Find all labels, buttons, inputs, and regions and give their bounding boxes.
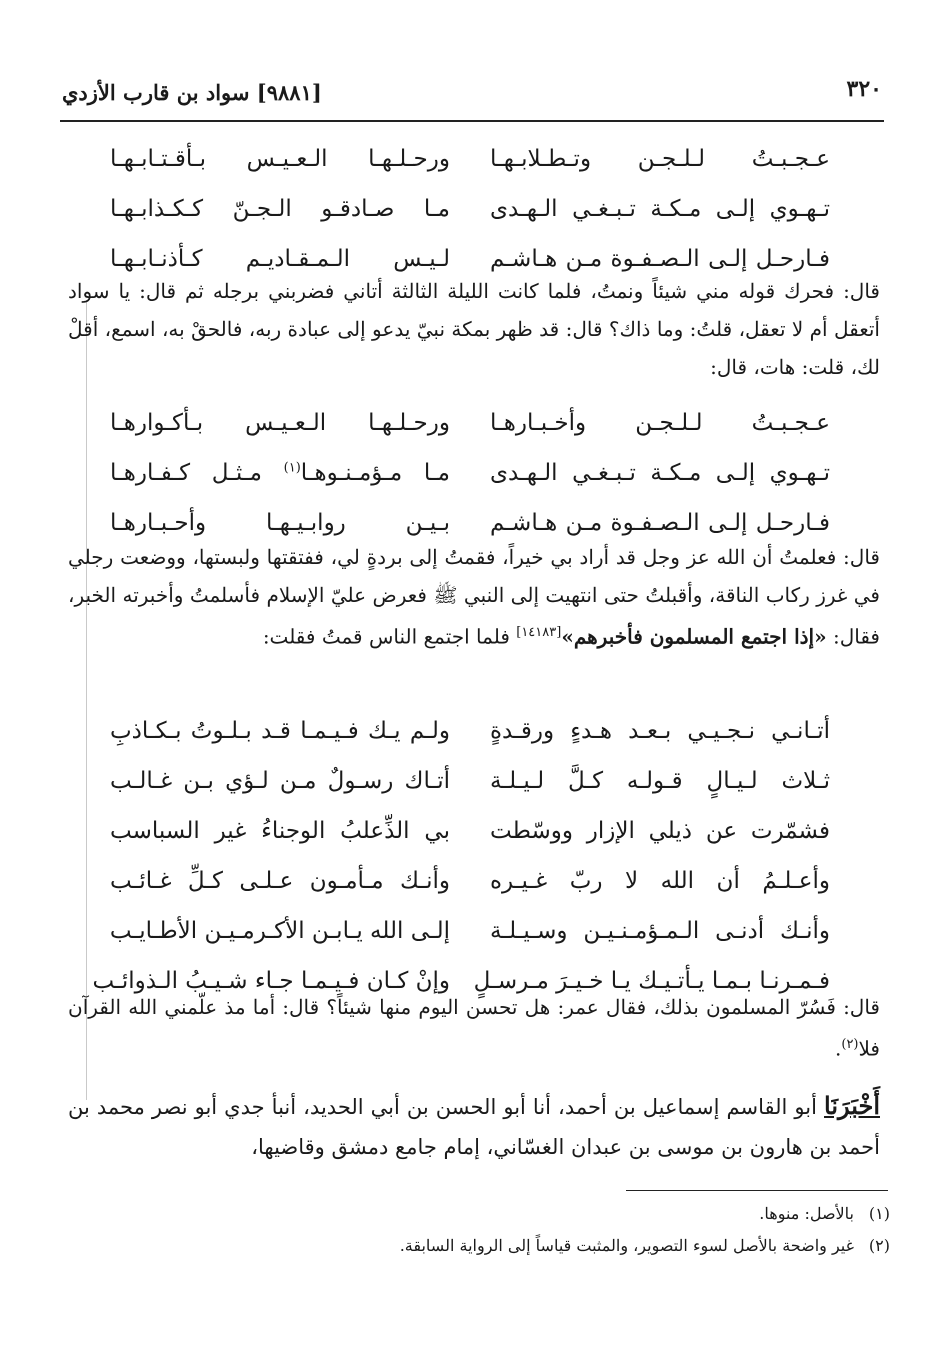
isnad-lead-word: أَخْبَرَنَا (824, 1091, 880, 1120)
footnote-text: بالأصل: منوها. (759, 1204, 854, 1223)
verse-second-hemistich: بي الذِّعلبُ الوجناءُ غير السباسب (110, 818, 450, 844)
verse-second-hemistich: ورحـلـهـا الـعـيـس بـأقـتـابـهـا (110, 146, 450, 172)
hadith-quote: «إذا اجتمع المسلمون فأخبرهم» (561, 624, 827, 649)
paragraph-text: فلما اجتمع الناس قمتُ فقلت: (262, 624, 517, 649)
verse-second-hemistich: وأنـك مـأمـون عـلـى كـلِّ غـائـب (110, 868, 450, 894)
verse-first-hemistich: تـهـوي إلـى مـكـة تـبـغـي الـهـدى (490, 460, 830, 486)
verse-first-hemistich: وأعـلـمُ أن الله لا ربّ غـيـره (490, 868, 830, 894)
verse-second-hemistich: ولـم يـك فـيـمـا قـد بـلـوتُ بـكـاذبِ (110, 718, 450, 744)
footnote-marker: (٢) (841, 1037, 859, 1052)
verse-first-hemistich: ثـلاث لـيـالٍ قـولـه كـلَّ لـيـلـة (490, 768, 830, 794)
verse-first-hemistich: وأنـك أدنـى الـمـؤمـنـيـن وسـيـلـة (490, 918, 830, 944)
verse (110, 868, 830, 918)
verse (110, 918, 830, 968)
verse-text: بـيـن روابـيـهـا وأحـبـارهـا (110, 510, 450, 536)
verse (110, 460, 830, 510)
paragraph-4 (68, 1086, 880, 1167)
verse (110, 146, 830, 196)
verse-second-hemistich: وإنْ كـان فـيـمـا جـاء شـيـبُ الـذوائـب (92, 968, 450, 994)
paragraph-text: قال: فَسُرّ المسلمون بذلك، فقال عمر: هل تحسن اليوم منها شيئاً؟ قال: أما مذ علّمني الله القرآن فلا (68, 995, 880, 1061)
poem-3 (92, 718, 830, 1018)
footnote-rule (626, 1190, 888, 1191)
verse-second-hemistich (110, 510, 450, 536)
verse-first-hemistich: فـمـرنـا بـمـا يـأتـيـك يـا خـيـرَ مـرسـلٍ (473, 968, 830, 994)
footnote-marker: (١) (283, 460, 301, 476)
hadith-reference: [١٤١٨٣] (516, 625, 562, 640)
footnote (300, 1230, 890, 1262)
verse-second-hemistich: أتـاك رسـولٌ مـن لـؤي بـن غـالـب (110, 768, 450, 794)
paragraph-text: قال: فعلمتُ أن الله عز وجل قد أراد بي خيراً، فقمتُ إلى بردةٍ لي، ففتقتها ولبستها، ووضعت رجلي في غرز ركاب الناقة، وأقبلتُ حتى انتهيت إلى النبي ﷺ فعرض عليّ الإسلام فأسلمتُ وأخبرته الخبر، فقال: (68, 545, 880, 649)
verse-second-hemistich (110, 460, 450, 486)
verse-text: ورحـلـهـا الـعـيـس بـأكـوارهـا (110, 410, 450, 436)
verse-first-hemistich: أتـانـي نـجـيـي بـعـد هـدءٍ ورقـدةٍ (490, 718, 830, 744)
verse-first-hemistich: تـهـوي إلـى مـكـة تـبـغـي الـهـدى (490, 196, 830, 222)
verse-first-hemistich: فـارحـل إلـى الـصـفـوة مـن هـاشـم (490, 510, 830, 536)
paragraph-1: قال: فحرك قوله مني شيئاً ونمتُ، فلما كانت الليلة الثالثة أتاني فضربني برجله ثم قال: يا سواد أتعقل أم لا تعقل، قلتُ: وما ذاك؟ قال: قد ظهر بمكة نبيّ يدعو إلى عبادة ربه، فالحقْ به، اسمع، أقلْ لك، قلت: هات، قال: (68, 279, 880, 379)
footnote-number: (٢) (868, 1236, 890, 1255)
verse-first-hemistich: عـجـبـتُ لـلـجـن وتـطـلابـهـا (490, 146, 830, 172)
paragraph-3 (68, 988, 880, 1068)
verse-first-hemistich: فشمّرت عن ذيلي الإزار ووسّطت (490, 818, 830, 844)
verse-first-hemistich: فـارحـل إلـى الـصـفـوة مـن هـاشـم (490, 246, 830, 272)
verse-second-hemistich: إلـى الله يـابـن الأكـرمـيـن الأطـايـب (109, 918, 450, 944)
paragraph-2 (68, 538, 880, 656)
paragraph-end: . (835, 1036, 842, 1061)
verse-text: مـثـل كـفـارهـا (110, 460, 284, 486)
verse-first-hemistich: عـجـبـتُ لـلـجـن وأخـبـارهـا (490, 410, 830, 436)
verse-second-hemistich: لـيـس الـمـقـاديـم كـأذنـابـهـا (110, 246, 450, 272)
page-header (62, 74, 882, 114)
paragraph-text: أبو القاسم إسماعيل بن أحمد، أنا أبو الحسن بن أبي الحديد، أنبأ جدي أبو نصر محمد بن أحمد بن هارون بن موسى بن عبدان الغسّاني، إمام جامع دمشق وقاضيها، (68, 1095, 880, 1159)
footnotes (300, 1198, 890, 1262)
verse (110, 818, 830, 868)
footnote-text: غير واضحة بالأصل لسوء التصوير، والمثبت قياساً إلى الرواية السابقة. (399, 1236, 854, 1255)
verse-second-hemistich (110, 410, 450, 436)
running-head: [٩٨٨١] سواد بن قارب الأزدي (62, 80, 322, 105)
verse (110, 410, 830, 460)
header-rule (60, 120, 884, 122)
verse (110, 768, 830, 818)
footnote (300, 1198, 890, 1230)
page-number: ٣٢٠ (846, 76, 882, 102)
verse (110, 718, 830, 768)
verse-text: مـا مـؤمـنـوهـا (300, 460, 450, 486)
verse-second-hemistich: مـا صـادقـو الـجـنّ كـكـذابـهـا (110, 196, 450, 222)
footnote-number: (١) (868, 1204, 890, 1223)
verse (110, 196, 830, 246)
page-edge-line (86, 300, 87, 1100)
